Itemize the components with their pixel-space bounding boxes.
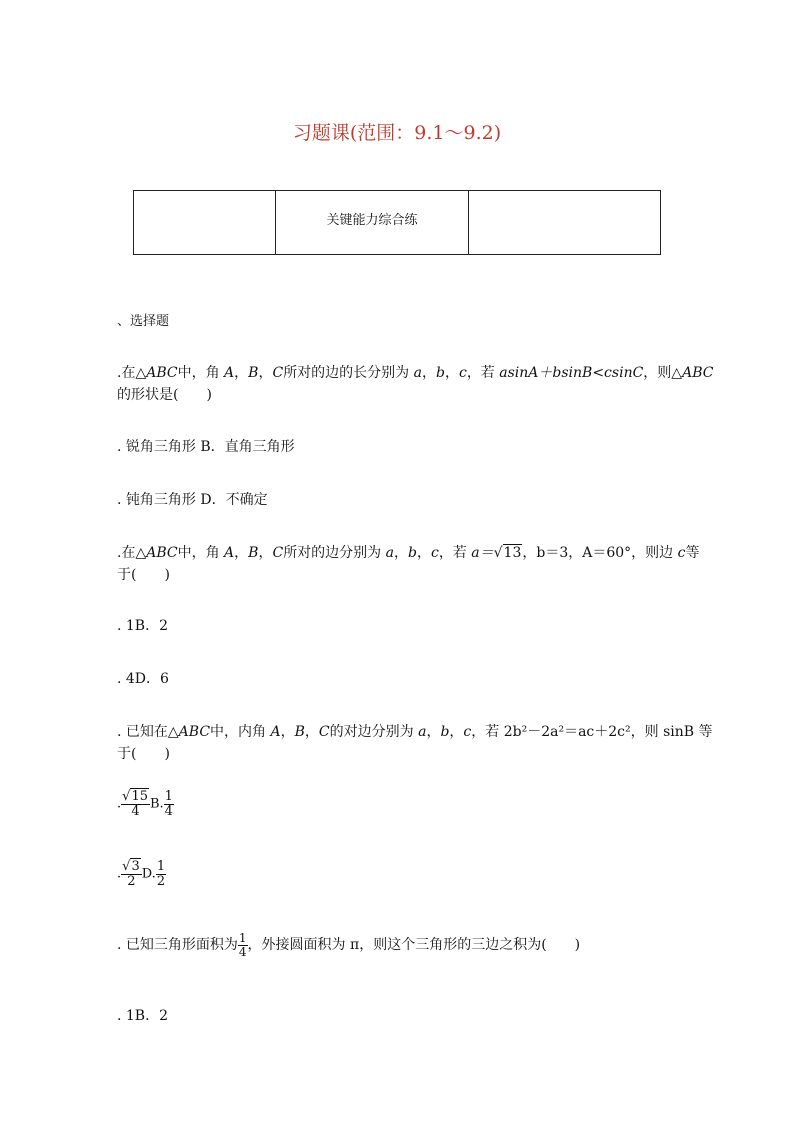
page-title: 习题课(范围：9.1～9.2) [292, 122, 502, 144]
question-3-options-cd: . $\frac{√3}{2}$ D. $\frac{1}{2}$ [117, 859, 166, 889]
question-1-options-ab: . 锐角三角形 B．直角三角形 [117, 439, 295, 455]
sqrt-symbol: √13 [493, 545, 522, 561]
option-a-fraction: $\frac{√15}{4}$ [122, 789, 148, 819]
question-2-options-cd: . 4D．6 [117, 671, 169, 687]
header-cell-left [134, 191, 276, 255]
header-table [133, 190, 661, 255]
question-1-line-1: .在△ABC中，角 A，B，C所对的边的长分别为 a，b，c，若 asinA＋bsinB<csinC，则△ABC [117, 365, 714, 381]
question-1-line-2: 的形状是( ) [117, 387, 212, 403]
question-2-options-ab: . 1B．2 [117, 618, 169, 634]
section-heading: 、选择题 [117, 314, 170, 329]
option-b-fraction: $\frac{1}{4}$ [164, 789, 173, 819]
question-3-line-1: . 已知在△ABC中，内角 A，B，C的对边分别为 a，b，c，若 2b²－2a²＝ac＋2c²，则 sinB 等 [117, 724, 713, 740]
question-4-line-1: . 已知三角形面积为 $\frac{1}{4}$ ，外接圆面积为 π，则这个三角形的三边之积为( ) [117, 931, 581, 959]
question-2-line-1: .在△ABC中，角 A，B，C所对的边分别为 a，b，c，若 a＝√13，b＝3，A＝60°，则边 c等 [117, 545, 700, 561]
option-c-fraction: $\frac{√3}{2}$ [122, 859, 140, 889]
question-3-line-2: 于( ) [117, 746, 170, 762]
header-cell-middle: 关键能力综合练 [276, 191, 469, 255]
question-4-options-ab: . 1B．2 [117, 1008, 169, 1024]
question-1-options-cd: . 钝角三角形 D．不确定 [117, 492, 268, 508]
option-d-fraction: $\frac{1}{2}$ [156, 859, 166, 889]
question-2-line-2: 于( ) [117, 567, 170, 583]
area-fraction: $\frac{1}{4}$ [238, 931, 247, 959]
header-cell-right [469, 191, 661, 255]
question-3-options-ab: . $\frac{√15}{4}$ B. $\frac{1}{4}$ [117, 789, 173, 819]
